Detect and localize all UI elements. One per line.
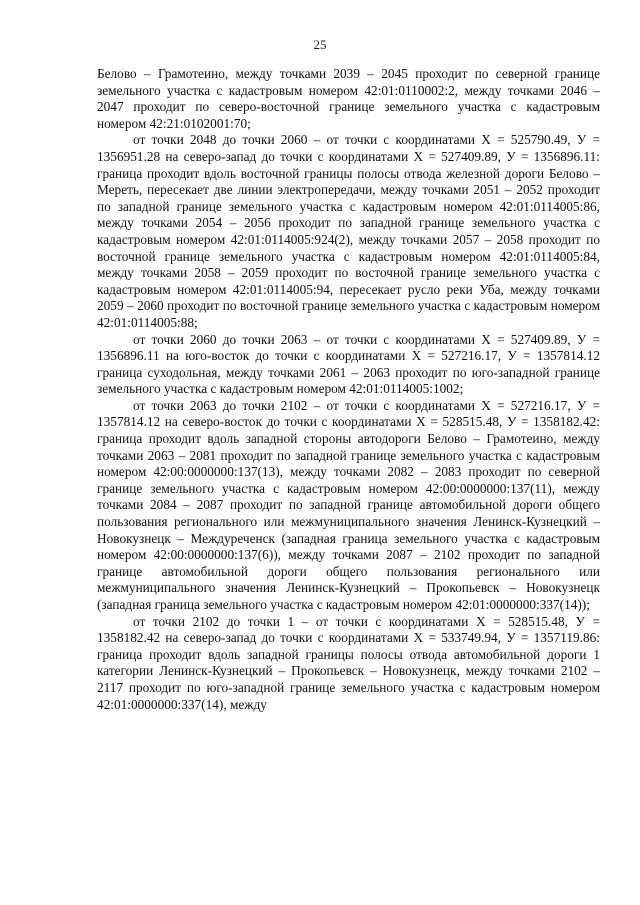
paragraph: от точки 2063 до точки 2102 – от точки с координатами X = 527216.17, У = 1357814.12 на северо-восток до точки с координатами X = 528515.48, У = 1358182.42: граница проходит вдоль западной стороны автодороги Белово – Грамотеино, между точками 2063 – 2081 проходит по западной границе земельного участка с кадастровым номером 42:00:0000000:137(13), между точками 2082 – 2083 проходит по северной границе земельного участка с кадастровым номером 42:00:0000000:137(11), между точками 2084 – 2087 проходит по западной границе автомобильной дороги общего пользования регионального или межмуниципального значения Ленинск-Кузнецкий – Новокузнецк – Междуреченск (западная граница земельного участка с кадастровым номером 42:00:0000000:137(6)), между точками 2087 – 2102 проходит по западной границе автомобильной дороги общего пользования регионального или межмуниципального значения Ленинск-Кузнецкий – Прокопьевск – Новокузнецк (западная граница земельного участка с кадастровым номером 42:01:0000000:337(14)); [97,397,600,612]
paragraph: от точки 2048 до точки 2060 – от точки с координатами X = 525790.49, У = 1356951.28 на северо-запад до точки с координатами X = 527409.89, У = 1356896.11: граница проходит вдоль восточной границы полосы отвода железной дороги Белово – Мереть, пересекает две линии электропередачи, между точками 2051 – 2052 проходит по западной границе земельного участка с кадастровым номером 42:01:0114005:86, между точками 2054 – 2056 проходит по западной границе земельного участка с кадастровым номером 42:01:0114005:924(2), между точками 2057 – 2058 проходит по восточной границе земельного участка с кадастровым номером 42:01:0114005:84, между точками 2058 – 2059 проходит по восточной границе земельного участка с кадастровым номером 42:01:0114005:94, пересекает русло реки Уба, между точками 2059 – 2060 проходит по восточной границе земельного участка с кадастровым номером 42:01:0114005:88; [97,132,600,330]
paragraph: от точки 2102 до точки 1 – от точки с координатами X = 528515.48, У = 1358182.42 на северо-запад до точки с координатами X = 533749.94, У = 1357119.86: граница проходит вдоль западной границы полосы отвода автомобильной дороги 1 категории Ленинск-Кузнецкий – Прокопьевск – Новокузнецк, между точками 2102 – 2117 проходит по юго-западной границе земельного участка с кадастровым номером 42:01:0000000:337(14), между [97,613,600,712]
paragraph: от точки 2060 до точки 2063 – от точки с координатами X = 527409.89, У = 1356896.11 на юго-восток до точки с координатами X = 527216.17, У = 1357814.12 граница суходольная, между точками 2061 – 2063 проходит по юго-западной границе земельного участка с кадастровым номером 42:01:0114005:1002; [97,331,600,397]
page-number: 25 [313,37,327,52]
paragraph: Белово – Грамотеино, между точками 2039 – 2045 проходит по северной границе земельного участка с кадастровым номером 42:01:0110002:2, между точками 2046 – 2047 проходит по северо-восточной границе земельного участка с кадастровым номером 42:21:0102001:70; [97,66,600,131]
document-body [97,66,600,713]
